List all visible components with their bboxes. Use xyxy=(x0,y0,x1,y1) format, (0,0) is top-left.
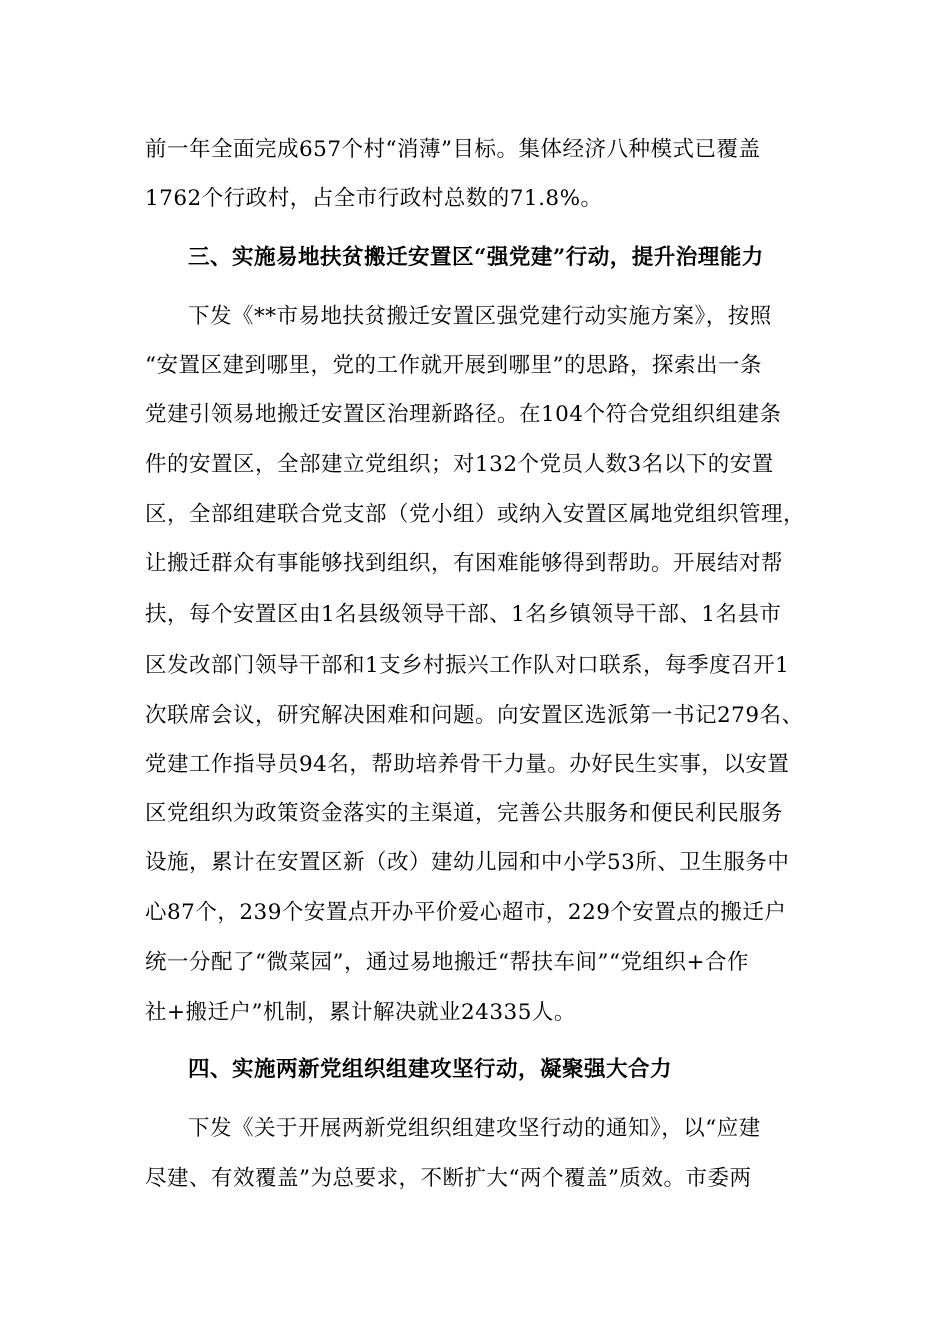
paragraph-line: 心87个，239个安置点开办平价爱心超市，229个安置点的搬迁户 xyxy=(145,900,787,925)
paragraph-line: 前一年全面完成657个村“消薄”目标。集体经济八种模式已覆盖 xyxy=(145,137,761,162)
paragraph-line: 社+搬迁户”机制，累计解决就业24335人。 xyxy=(145,1000,576,1025)
paragraph-line: 扶，每个安置区由1名县级领导干部、1名乡镇领导干部、1名县市 xyxy=(145,602,782,627)
section-heading-3: 三、实施易地扶贫搬迁安置区“强党建”行动，提升治理能力 xyxy=(188,245,764,270)
paragraph-line: 让搬迁群众有事能够找到组织，有困难能够得到帮助。开展结对帮 xyxy=(145,551,784,576)
paragraph-line: 次联席会议，研究解决困难和问题。向安置区选派第一书记279名、 xyxy=(145,703,804,728)
paragraph-line: 1762个行政村，占全市行政村总数的71.8%。 xyxy=(145,186,603,211)
paragraph-line: 尽建、有效覆盖”为总要求，不断扩大“两个覆盖”质效。市委两 xyxy=(145,1166,752,1191)
paragraph-line: 件的安置区，全部建立党组织；对132个党员人数3名以下的安置 xyxy=(145,452,774,477)
paragraph-line: 下发《关于开展两新党组织组建攻坚行动的通知》，以“应建 xyxy=(188,1116,761,1141)
paragraph-line: 党建工作指导员94名，帮助培养骨干力量。办好民生实事，以安置 xyxy=(145,752,790,777)
section-heading-4: 四、实施两新党组织组建攻坚行动，凝聚强大合力 xyxy=(188,1057,673,1082)
paragraph-line: 区发改部门领导干部和1支乡村振兴工作队对口联系，每季度召开1 xyxy=(145,653,790,678)
paragraph-line: “安置区建到哪里，党的工作就开展到哪里”的思路，探索出一条 xyxy=(145,353,762,378)
paragraph-line: 区党组织为政策资金落实的主渠道，完善公共服务和便民利民服务 xyxy=(145,801,784,826)
paragraph-line: 统一分配了“微菜园”，通过易地搬迁“帮扶车间”“党组织+合作 xyxy=(145,950,749,975)
paragraph-line: 设施，累计在安置区新（改）建幼儿园和中小学53所、卫生服务中 xyxy=(145,850,790,875)
paragraph-line: 党建引领易地搬迁安置区治理新路径。在104个符合党组织组建条 xyxy=(145,402,782,427)
paragraph-line: 下发《**市易地扶贫搬迁安置区强党建行动实施方案》，按照 xyxy=(188,304,772,329)
paragraph-line: 区，全部组建联合党支部（党小组）或纳入安置区属地党组织管理， xyxy=(145,502,806,527)
